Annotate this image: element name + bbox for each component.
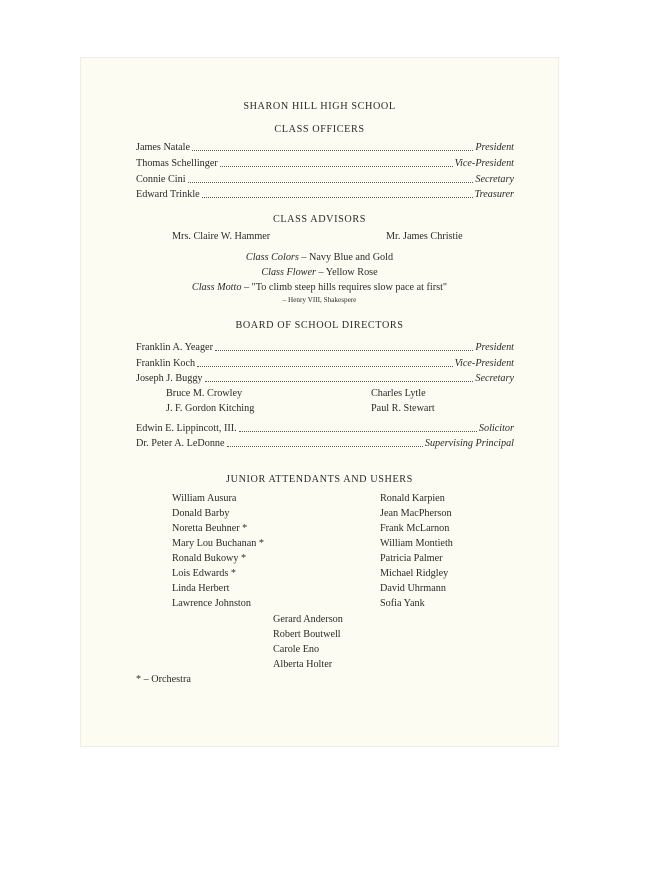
officer-name: Thomas Schellinger [136, 158, 218, 169]
attendant-name: William Montieth [380, 538, 453, 549]
leader-dots [215, 350, 473, 351]
school-title: SHARON HILL HIGH SCHOOL [243, 101, 396, 112]
class-colors [81, 252, 558, 264]
attendant-name: Sofia Yank [380, 598, 425, 609]
program-page [81, 58, 558, 746]
board-heading: BOARD OF SCHOOL DIRECTORS [235, 320, 404, 331]
board-row [136, 421, 514, 435]
board-member: J. F. Gordon Kitching [166, 403, 255, 414]
board-name: Dr. Peter A. LeDonne [136, 438, 225, 449]
orchestra-footnote: * – Orchestra [136, 674, 191, 685]
officer-row [136, 172, 514, 186]
class-colors-value: – Navy Blue and Gold [298, 252, 394, 263]
attendant-name: Alberta Holter [273, 659, 333, 670]
officer-name: Edward Trinkle [136, 189, 200, 200]
motto-source: – Henry VIII, Shakespere [282, 296, 357, 304]
attendant-name: Robert Boutwell [273, 629, 341, 640]
class-motto [81, 282, 558, 294]
attendant-name: Patricia Palmer [380, 553, 443, 564]
attendant-name: Ronald Bukowy * [172, 553, 247, 564]
class-motto-value: – "To climb steep hills requires slow pace at first" [241, 282, 448, 293]
board-role: Secretary [475, 373, 514, 384]
leader-dots [220, 166, 453, 167]
officer-row [136, 140, 514, 154]
class-advisors-heading: CLASS ADVISORS [272, 214, 367, 225]
officer-role: Secretary [475, 174, 514, 185]
board-role: President [475, 342, 514, 353]
class-flower [81, 267, 558, 279]
board-row [136, 340, 514, 354]
leader-dots [205, 381, 474, 382]
attendant-name: Linda Herbert [172, 583, 230, 594]
advisor-left: Mrs. Claire W. Hammer [172, 231, 271, 242]
attendant-name: Frank McLarnon [380, 523, 450, 534]
leader-dots [197, 366, 452, 367]
class-flower-value: – Yellow Rose [315, 267, 378, 278]
attendant-name: Michael Ridgley [380, 568, 449, 579]
board-row [136, 356, 514, 370]
advisor-right: Mr. James Christie [386, 231, 463, 242]
attendant-name: Lawrence Johnston [172, 598, 251, 609]
board-role: Supervising Principal [424, 438, 514, 449]
leader-dots [227, 446, 423, 447]
attendant-name: Mary Lou Buchanan * [172, 538, 264, 549]
officer-role: Treasurer [474, 189, 514, 200]
attendant-name: David Uhrmann [380, 583, 446, 594]
officer-role: President [475, 142, 514, 153]
attendant-name: William Ausura [172, 493, 237, 504]
leader-dots [239, 431, 477, 432]
attendants-heading: JUNIOR ATTENDANTS AND USHERS [226, 474, 413, 485]
leader-dots [188, 182, 474, 183]
board-name: Joseph J. Buggy [136, 373, 203, 384]
board-role: Solicitor [478, 423, 514, 434]
class-flower-label: Class Flower [261, 267, 316, 278]
officer-name: Connie Cini [136, 174, 186, 185]
class-motto-label: Class Motto [191, 282, 242, 293]
attendant-name: Jean MacPherson [380, 508, 452, 519]
attendant-name: Donald Barby [172, 508, 230, 519]
attendant-name: Ronald Karpien [380, 493, 445, 504]
board-name: Edwin E. Lippincott, III. [136, 423, 237, 434]
attendant-name: Noretta Beuhner * [172, 523, 248, 534]
board-name: Franklin A. Yeager [136, 342, 213, 353]
board-role: Vice-President [454, 358, 514, 369]
attendant-name: Lois Edwards * [172, 568, 236, 579]
attendant-name: Gerard Anderson [273, 614, 343, 625]
board-row [136, 436, 514, 450]
officer-role: Vice-President [454, 158, 514, 169]
board-name: Franklin Koch [136, 358, 196, 369]
board-member: Paul R. Stewart [371, 403, 435, 414]
officer-row [136, 187, 514, 201]
leader-dots [202, 197, 473, 198]
leader-dots [192, 150, 473, 151]
class-officers-heading: CLASS OFFICERS [274, 124, 365, 135]
board-member: Charles Lytle [371, 388, 426, 399]
board-row [136, 371, 514, 385]
class-colors-label: Class Colors [245, 252, 299, 263]
officer-name: James Natale [136, 142, 191, 153]
board-member: Bruce M. Crowley [166, 388, 243, 399]
officer-row [136, 156, 514, 170]
attendant-name: Carole Eno [273, 644, 320, 655]
